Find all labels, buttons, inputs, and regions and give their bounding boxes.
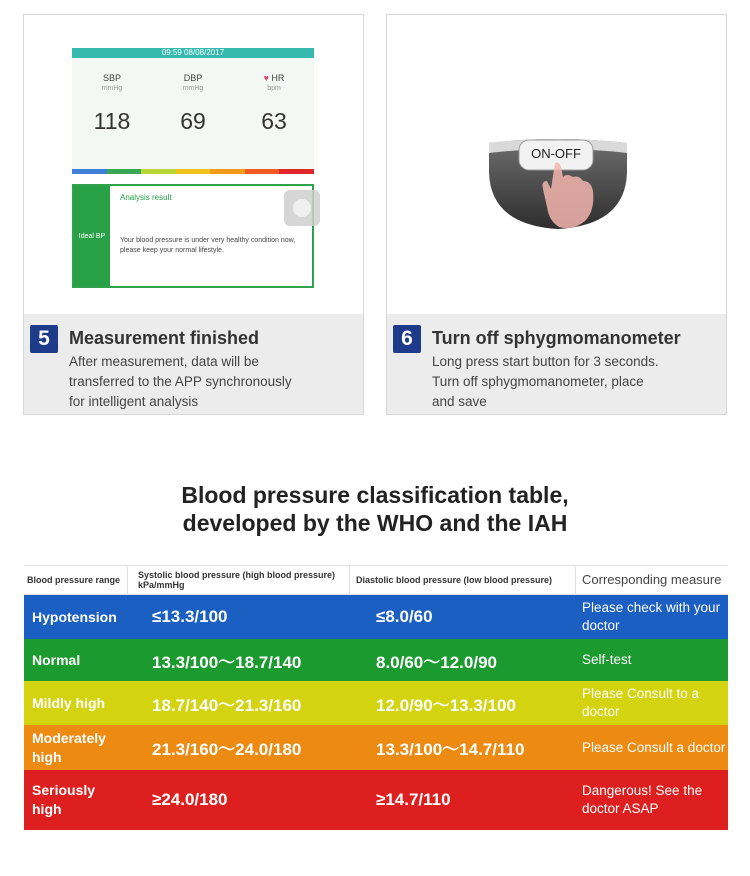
analysis-text: Your blood pressure is under very healthy condition now, please keep your normal lifestyle.: [120, 237, 296, 254]
measure-cell: Please check with your doctor: [582, 600, 721, 633]
bp-color-segment: [72, 169, 107, 174]
vital-label-text: HR: [271, 73, 285, 83]
app-result-screen: [72, 48, 314, 288]
step-card-turn-off: [386, 14, 727, 415]
step-number: 6: [393, 325, 421, 353]
step-number: 5: [30, 325, 58, 353]
diastolic-cell: 13.3/100～14.7/110: [376, 740, 525, 759]
step-caption: [387, 314, 726, 414]
step-description: Long press start button for 3 seconds. Turn off sphygmomanometer, place and save: [432, 354, 659, 409]
bp-color-segment: [107, 169, 142, 174]
range-cell: Seriously high: [32, 782, 96, 817]
step-caption: [24, 314, 363, 414]
measure-cell: Self-test: [582, 652, 632, 667]
systolic-cell: 13.3/100～18.7/140: [152, 652, 302, 672]
range-cell: Normal: [32, 651, 81, 668]
assistive-touch-button[interactable]: [284, 190, 320, 226]
header-range: Blood pressure range: [24, 566, 128, 594]
vital-value: 118: [93, 108, 131, 134]
range-cell: Mildly high: [32, 694, 106, 711]
step-description: After measurement, data will be transferred to the APP synchronously for intelligent analysis: [69, 354, 292, 409]
vital-value: 63: [261, 108, 287, 134]
bp-color-segment: [141, 169, 176, 174]
vital-unit: mmHg: [182, 85, 204, 92]
analysis-title: Analysis result: [120, 193, 172, 202]
header-measure: Corresponding measure: [582, 572, 722, 587]
step-title: Turn off sphygmomanometer: [432, 328, 681, 348]
diastolic-cell: ≤8.0/60: [376, 607, 433, 626]
on-off-button-label: ON-OFF: [531, 146, 581, 161]
vital-sbp: [82, 73, 142, 135]
measure-cell: Please Consult to a doctor: [582, 686, 700, 719]
measure-cell: Please Consult a doctor: [582, 739, 726, 755]
bp-color-segment: [210, 169, 245, 174]
table-title-line1: Blood pressure classification table,: [181, 482, 569, 508]
bp-color-segment: [279, 169, 314, 174]
diastolic-cell: 12.0/90～13.3/100: [376, 695, 516, 715]
table-body: [24, 595, 728, 830]
bp-classification-table: [24, 565, 728, 830]
table-row: [24, 770, 728, 830]
vital-label: DBP: [183, 73, 203, 83]
vital-value: 69: [180, 108, 206, 134]
vital-unit: bpm: [267, 85, 281, 92]
step-card-measurement-finished: [23, 14, 364, 415]
header-diastolic: Diastolic blood pressure (low blood pressure): [350, 566, 576, 594]
table-heading: [0, 481, 750, 537]
header-systolic: Systolic blood pressure (high blood pressure) kPa/mmHg: [128, 566, 350, 594]
table-title-line2: developed by the WHO and the IAH: [182, 510, 568, 536]
heart-icon: ♥: [263, 73, 269, 83]
bp-color-segment: [245, 169, 280, 174]
diastolic-cell: 8.0/60～12.0/90: [376, 652, 497, 672]
measure-cell: Dangerous! See the doctor ASAP: [582, 783, 703, 816]
vital-hr: [244, 73, 304, 135]
table-row: [24, 681, 728, 725]
analysis-label: Ideal BP: [74, 186, 110, 286]
systolic-cell: ≥24.0/180: [152, 790, 228, 809]
vitals-panel: [72, 58, 314, 169]
range-cell: Hypotension: [32, 608, 117, 625]
step-title: Measurement finished: [69, 328, 260, 348]
systolic-cell: 21.3/160～24.0/180: [152, 740, 302, 759]
vital-label: SBP: [102, 73, 121, 83]
status-time: 09:59 08/08/2017: [72, 48, 314, 58]
bp-color-scale: [72, 169, 314, 174]
table-row: [24, 725, 728, 770]
systolic-cell: 18.7/140～21.3/160: [152, 695, 302, 715]
table-row: [24, 595, 728, 639]
table-header-row: [24, 565, 728, 595]
bp-color-segment: [176, 169, 211, 174]
vital-unit: mmHg: [101, 85, 123, 92]
vital-dbp: [163, 73, 223, 135]
table-row: [24, 639, 728, 681]
analysis-panel: [72, 184, 314, 288]
analysis-body: [110, 186, 312, 286]
vital-label: [244, 73, 304, 83]
systolic-cell: ≤13.3/100: [152, 607, 228, 626]
diastolic-cell: ≥14.7/110: [376, 790, 451, 809]
range-cell: Moderately high: [32, 729, 106, 765]
